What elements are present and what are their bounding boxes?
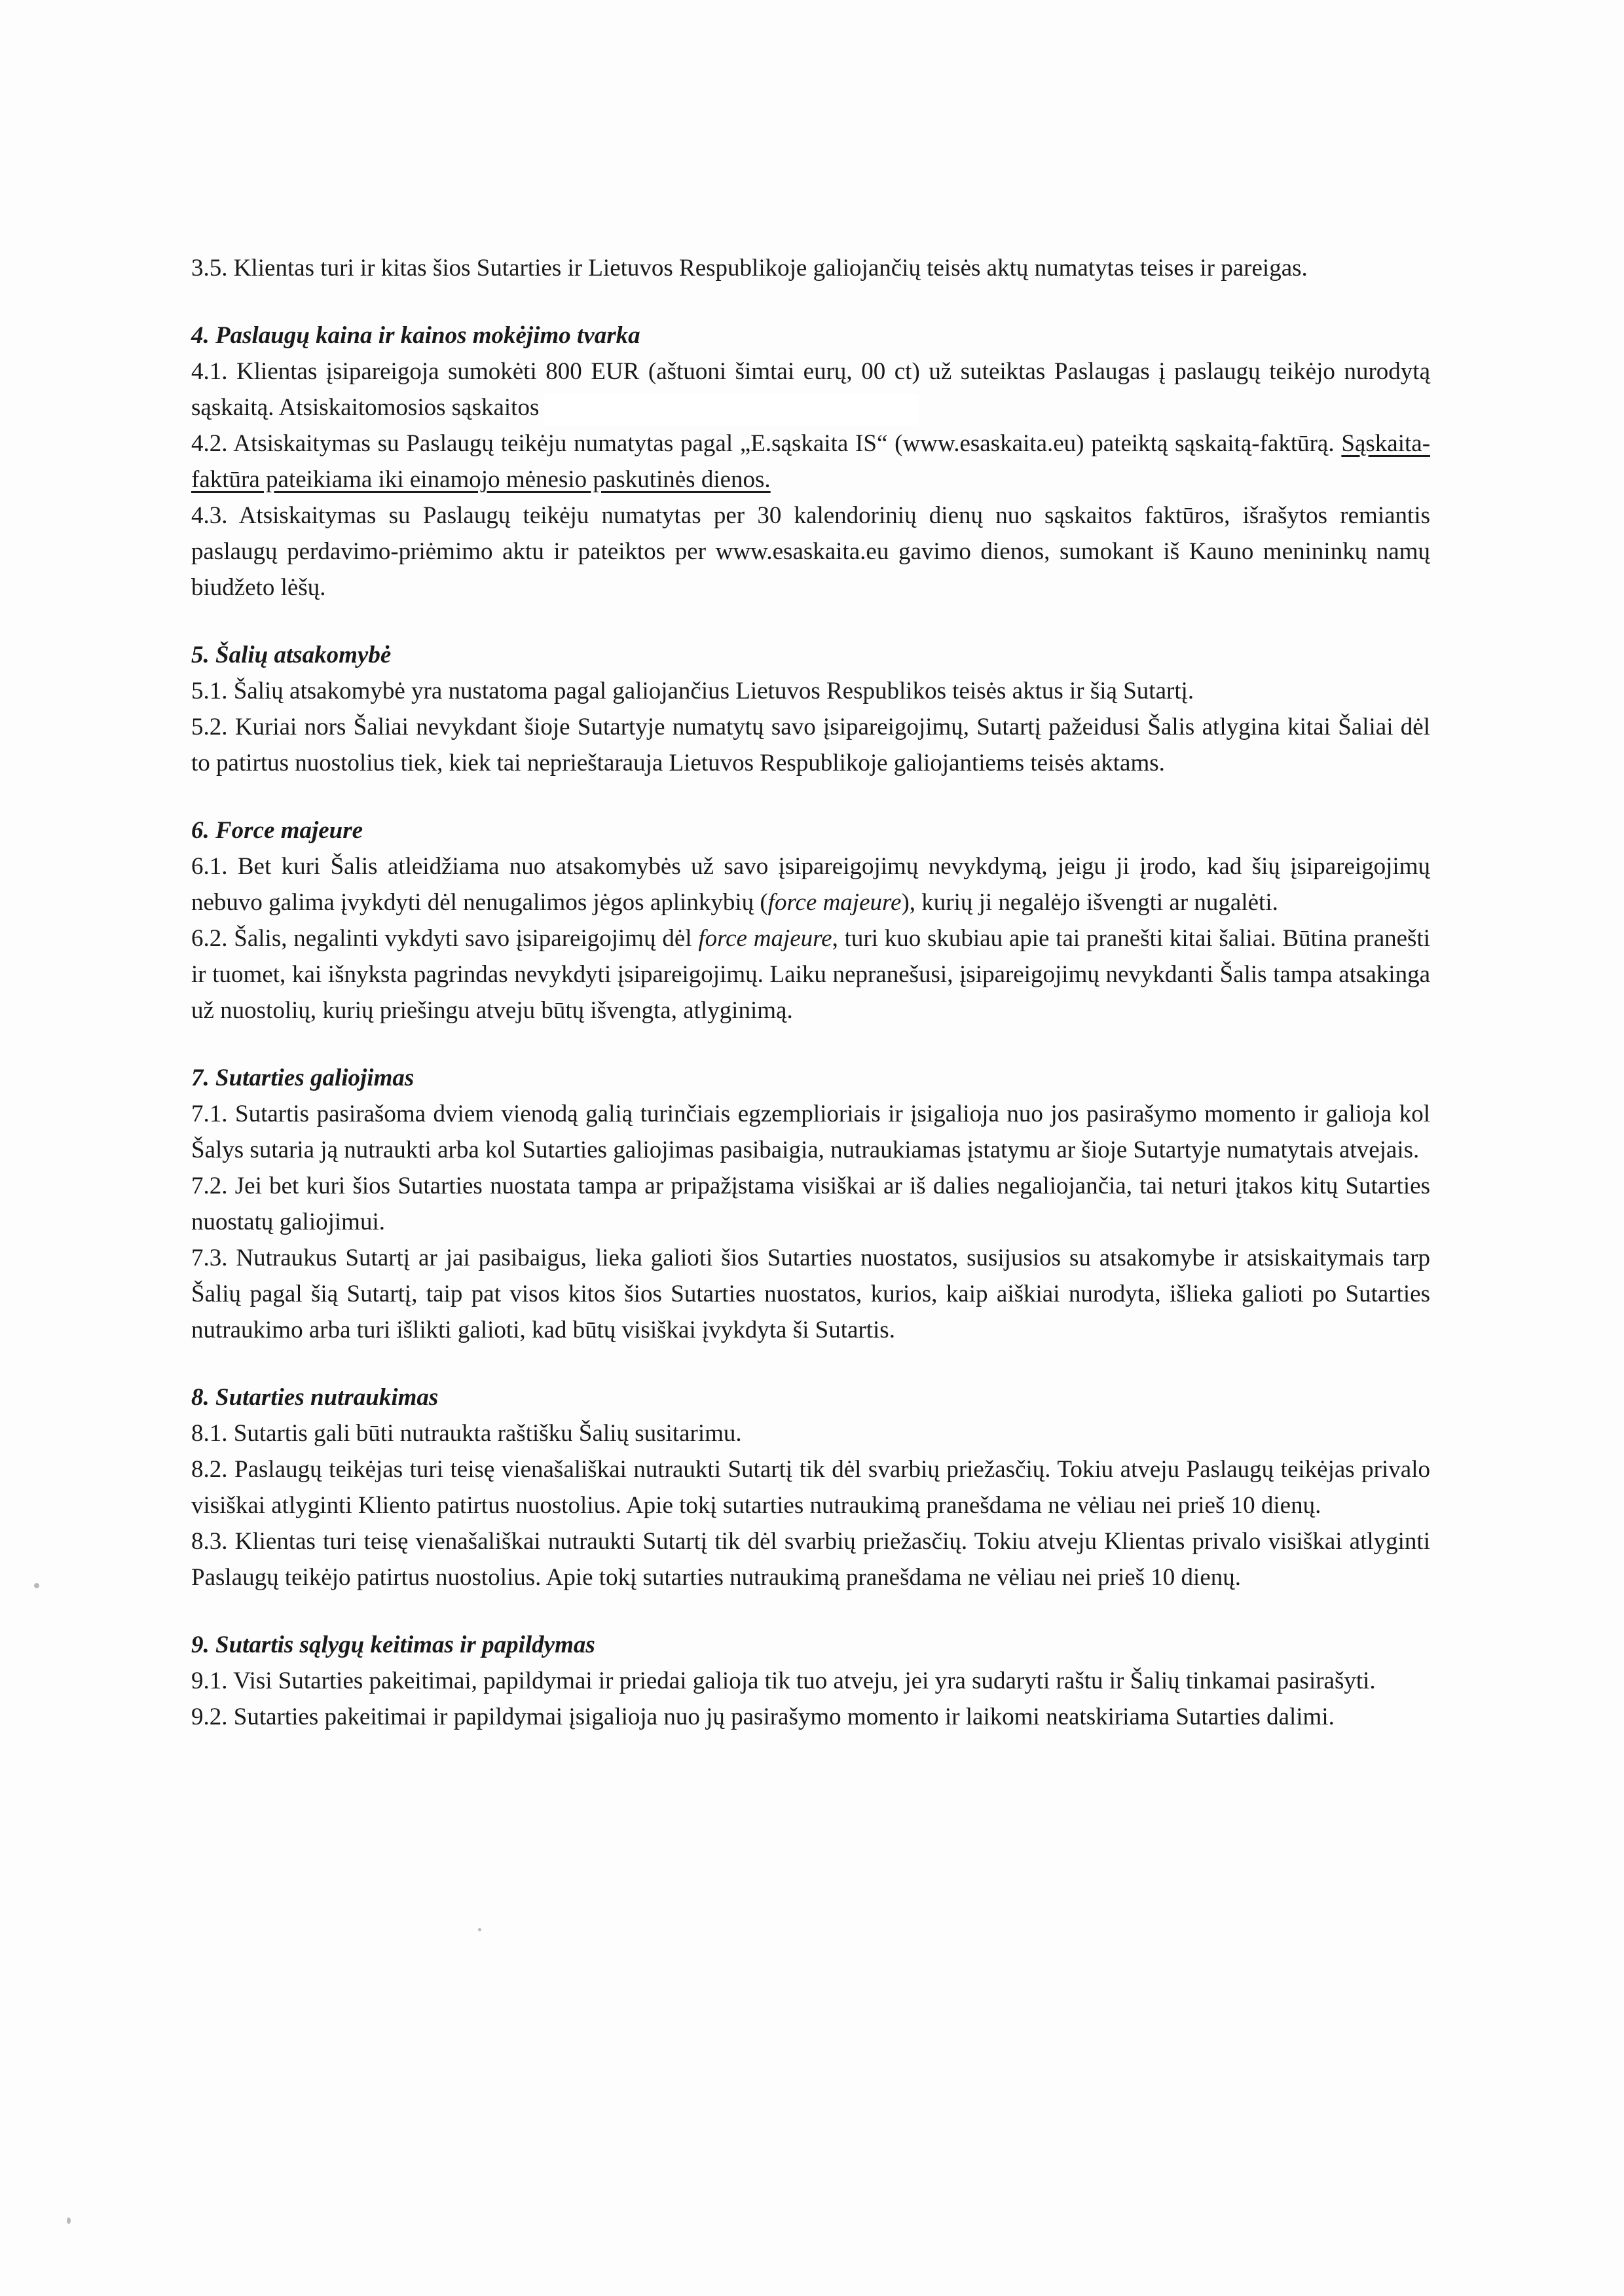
clause-4-2-underlined: Sąskaita-faktūra pateikiama iki einamojo mėnesio paskutinės dienos.: [191, 430, 1431, 493]
document-body: [191, 250, 1430, 1735]
clause-4-2: [191, 426, 1430, 498]
section-gap: [191, 1029, 1430, 1060]
clause-7-1: 7.1. Sutartis pasirašoma dviem vienodą galią turinčiais egzemplioriais ir įsigalioja nuo jos pasirašymo momento ir galioja kol Šalys sutaria ją nutraukti arba kol Sutarties galiojimas pasibaigia, nutraukiamas įstatymu ar šioje Sutartyje numatytais atvejais.: [191, 1101, 1430, 1163]
section-gap: [191, 781, 1430, 812]
clause-4-3: 4.3. Atsiskaitymas su Paslaugų teikėju numatytas per 30 kalendorinių dienų nuo sąskaitos faktūros, išrašytos remiantis paslaugų perdavimo-priėmimo aktu ir pateiktos per www.esaskaita.eu gavimo dienos, sumokant iš Kauno menininkų namų biudžeto lėšų.: [191, 502, 1430, 601]
section-gap: [191, 1595, 1430, 1627]
section-6-title: 6. Force majeure: [191, 817, 363, 844]
clause-7-2: 7.2. Jei bet kuri šios Sutarties nuostata tampa ar pripažįstama visiškai ar iš dalies negaliojančia, tai neturi įtakos kitų Sutarties nuostatų galiojimui.: [191, 1173, 1430, 1235]
clause-4-1-text: 4.1. Klientas įsipareigoja sumokėti 800 EUR (aštuoni šimtai eurų, 00 ct) už suteiktas Paslaugas į paslaugų teikėjo nurodytą sąskaitą. Atsiskaitomosios sąskaitos: [191, 358, 1430, 421]
section-7-title: 7. Sutarties galiojimas: [191, 1065, 415, 1091]
clause-6-1: [191, 848, 1430, 920]
clause-4-2-text: 4.2. Atsiskaitymas su Paslaugų teikėju numatytas pagal „E.sąskaita IS“ (www.esaskaita.eu) pateiktą sąskaitą-faktūrą.: [191, 430, 1335, 457]
section-gap: [191, 1348, 1430, 1379]
clause-3-5: 3.5. Klientas turi ir kitas šios Sutarties ir Lietuvos Respublikoje galiojančių teisės aktų numatytas teises ir pareigas.: [191, 255, 1308, 282]
clause-6-1-after: ), kurių ji negalėjo išvengti ar nugalėti.: [901, 889, 1278, 916]
section-gap: [191, 286, 1430, 318]
clause-5-2: 5.2. Kuriai nors Šaliai nevykdant šioje Sutartyje numatytų savo įsipareigojimų, Sutartį pažeidusi Šalis atlygina kitai Šaliai dėl to patirtus nuostolius tiek, kiek tai neprieštarauja Lietuvos Respublikoje galiojantiems teisės aktams.: [191, 714, 1430, 776]
clause-6-2-after: , turi kuo skubiau apie tai pranešti kitai šaliai. Būtina pranešti ir tuomet, kai išnyksta pagrindas nevykdyti įsipareigojimų. Laiku nepranešusi, įsipareigojimų nevykdanti Šalis tampa atsakinga už nuostolių, kurių priešingu atveju būtų išvengta, atlyginimą.: [191, 925, 1431, 1024]
scan-speck: [67, 2217, 71, 2224]
clause-5-1: 5.1. Šalių atsakomybė yra nustatoma pagal galiojančius Lietuvos Respublikos teisės aktus ir šią Sutartį.: [191, 678, 1194, 704]
clause-9-2: 9.2. Sutarties pakeitimai ir papildymai įsigalioja nuo jų pasirašymo momento ir laikomi neatskiriama Sutarties dalimi.: [191, 1704, 1335, 1730]
clause-6-2: [191, 920, 1430, 1029]
section-5-title: 5. Šalių atsakomybė: [191, 642, 392, 668]
clause-8-1: 8.1. Sutartis gali būti nutraukta raštišku Šalių susitarimu.: [191, 1420, 742, 1447]
section-8-title: 8. Sutarties nutraukimas: [191, 1384, 439, 1411]
clause-6-1-italic: force majeure: [767, 889, 902, 916]
section-4-title: 4. Paslaugų kaina ir kainos mokėjimo tvarka: [191, 322, 640, 349]
clause-7-3: 7.3. Nutraukus Sutartį ar jai pasibaigus, lieka galioti šios Sutarties nuostatos, susijusios su atsakomybe ir atsiskaitymais tarp Šalių pagal šią Sutartį, taip pat visos kitos šios Sutarties nuostatos, kurios, kaip aiškiai nurodyta, išlieka galioti po Sutarties nutraukimo arba turi išlikti galioti, kad būtų visiškai įvykdyta ši Sutartis.: [191, 1245, 1430, 1343]
scan-speck: [34, 1583, 39, 1588]
scan-speck: [478, 1928, 481, 1931]
redacted-account-number: [544, 394, 919, 426]
clause-8-2: 8.2. Paslaugų teikėjas turi teisę vienašališkai nutraukti Sutartį tik dėl svarbių priežasčių. Tokiu atveju Paslaugų teikėjas privalo visiškai atlyginti Kliento patirtus nuostolius. Apie tokį sutarties nutraukimą pranešdama ne vėliau nei prieš 10 dienų.: [191, 1456, 1430, 1519]
clause-6-2-before: 6.2. Šalis, negalinti vykdyti savo įsipareigojimų dėl: [191, 925, 699, 952]
clause-8-3: 8.3. Klientas turi teisę vienašališkai nutraukti Sutartį tik dėl svarbių priežasčių. Tokiu atveju Klientas privalo visiškai atlyginti Paslaugų teikėjo patirtus nuostolius. Apie tokį sutarties nutraukimą pranešdama ne vėliau nei prieš 10 dienų.: [191, 1528, 1430, 1591]
section-9-title: 9. Sutartis sąlygų keitimas ir papildymas: [191, 1631, 595, 1658]
section-gap: [191, 606, 1430, 637]
clause-4-1: [191, 354, 1430, 426]
clause-6-2-italic: force majeure: [698, 925, 832, 952]
clause-6-1-before: 6.1. Bet kuri Šalis atleidžiama nuo atsakomybės už savo įsipareigojimų nevykdymą, jeigu ji įrodo, kad šių įsipareigojimų nebuvo galima įvykdyti dėl nenugalimos jėgos aplinkybių (: [191, 853, 1430, 916]
clause-9-1: 9.1. Visi Sutarties pakeitimai, papildymai ir priedai galioja tik tuo atveju, jei yra sudaryti raštu ir Šalių tinkamai pasirašyti.: [191, 1667, 1376, 1694]
